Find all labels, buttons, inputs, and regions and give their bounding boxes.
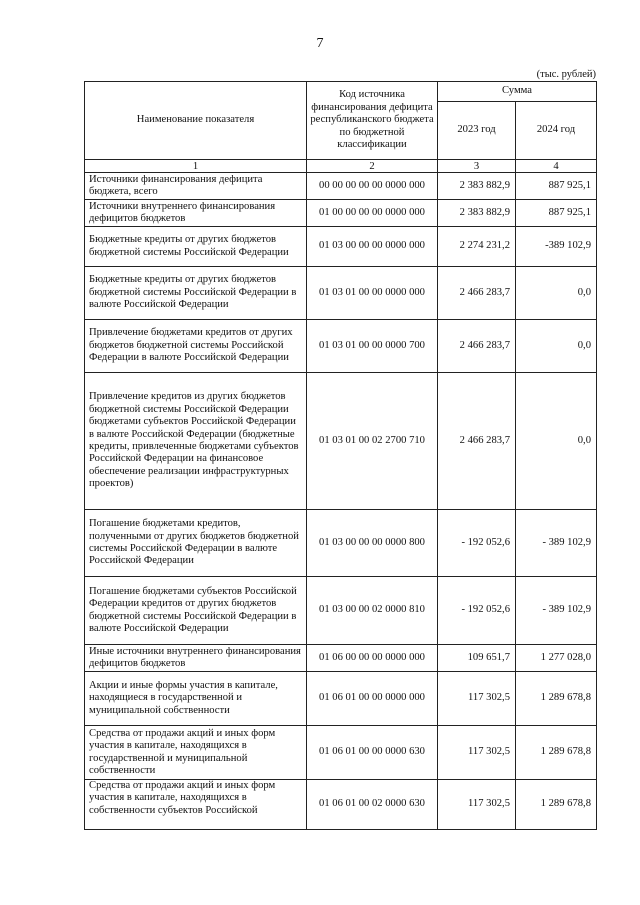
sum-2024: 0,0 (516, 320, 597, 373)
indicator-name: Погашение бюджетами субъектов Российской Федерации кредитов от других бюджетов бюджетной системы Российской Федерации в валюте Российской Федерации (85, 577, 307, 645)
indicator-name: Источники финансирования дефицита бюджета, всего (85, 173, 307, 200)
sum-2024: -389 102,9 (516, 227, 597, 267)
indicator-name: Акции и иные формы участия в капитале, находящиеся в государственной и муниципальной собственности (85, 672, 307, 726)
sum-2024: 1 289 678,8 (516, 726, 597, 780)
sum-2023: - 192 052,6 (438, 577, 516, 645)
table-row (85, 173, 597, 200)
header-year-2024: 2024 год (516, 102, 597, 160)
indicator-name: Иные источники внутреннего финансирования дефицитов бюджетов (85, 645, 307, 672)
sum-2023: - 192 052,6 (438, 510, 516, 577)
indicator-name: Погашение бюджетами кредитов, полученными от других бюджетов бюджетной системы Российской Федерации в валюте Российской Федерации (85, 510, 307, 577)
column-number: 1 (85, 160, 307, 173)
header-source-code: Код источника финансирования дефицита республиканского бюджета по бюджетной классификации (307, 82, 438, 160)
source-code: 01 00 00 00 00 0000 000 (307, 200, 438, 227)
sum-2023: 109 651,7 (438, 645, 516, 672)
column-number: 2 (307, 160, 438, 173)
sum-2023: 117 302,5 (438, 726, 516, 780)
header-sum: Сумма (438, 82, 597, 102)
sum-2023: 2 466 283,7 (438, 320, 516, 373)
source-code: 01 03 01 00 00 0000 000 (307, 267, 438, 320)
sum-2024: 0,0 (516, 373, 597, 510)
table-row (85, 510, 597, 577)
header-row-top (85, 82, 597, 102)
page-number: 7 (316, 36, 324, 51)
table-row (85, 373, 597, 510)
indicator-name: Средства от продажи акций и иных форм участия в капитале, находящихся в государственной и муниципальной собственности (85, 726, 307, 780)
source-code: 01 03 01 00 00 0000 700 (307, 320, 438, 373)
source-code: 01 03 00 00 00 0000 000 (307, 227, 438, 267)
sum-2023: 2 383 882,9 (438, 200, 516, 227)
table-row (85, 780, 597, 830)
source-code: 00 00 00 00 00 0000 000 (307, 173, 438, 200)
sum-2023: 2 274 231,2 (438, 227, 516, 267)
source-code: 01 03 01 00 02 2700 710 (307, 373, 438, 510)
sum-2023: 2 466 283,7 (438, 267, 516, 320)
budget-sources-table (84, 81, 597, 830)
column-number: 3 (438, 160, 516, 173)
sum-2024: 887 925,1 (516, 173, 597, 200)
table-row (85, 672, 597, 726)
table-row (85, 645, 597, 672)
table-row (85, 200, 597, 227)
source-code: 01 03 00 00 02 0000 810 (307, 577, 438, 645)
sum-2023: 117 302,5 (438, 672, 516, 726)
source-code: 01 06 00 00 00 0000 000 (307, 645, 438, 672)
sum-2024: - 389 102,9 (516, 510, 597, 577)
indicator-name: Привлечение кредитов из других бюджетов бюджетной системы Российской Федерации бюджетами субъектов Российской Федерации в валюте Российской Федерации (бюджетные кредиты, привлеченные бюджетами субъектов Российской Федерации на финансовое обеспечение реализации инфраструктурных проектов) (85, 373, 307, 510)
sum-2023: 117 302,5 (438, 780, 516, 830)
sum-2024: 1 277 028,0 (516, 645, 597, 672)
indicator-name: Средства от продажи акций и иных форм участия в капитале, находящихся в собственности субъектов Российской (85, 780, 307, 830)
table-row (85, 227, 597, 267)
sum-2023: 2 383 882,9 (438, 173, 516, 200)
header-indicator-name: Наименование показателя (85, 82, 307, 160)
sum-2024: 1 289 678,8 (516, 672, 597, 726)
units-label: (тыс. рублей) (536, 69, 596, 80)
table-row (85, 577, 597, 645)
table-row (85, 267, 597, 320)
sum-2024: - 389 102,9 (516, 577, 597, 645)
source-code: 01 06 01 00 00 0000 000 (307, 672, 438, 726)
column-number-row (85, 160, 597, 173)
indicator-name: Бюджетные кредиты от других бюджетов бюджетной системы Российской Федерации (85, 227, 307, 267)
indicator-name: Источники внутреннего финансирования дефицитов бюджетов (85, 200, 307, 227)
column-number: 4 (516, 160, 597, 173)
table-row (85, 320, 597, 373)
table-row (85, 726, 597, 780)
indicator-name: Бюджетные кредиты от других бюджетов бюджетной системы Российской Федерации в валюте Российской Федерации (85, 267, 307, 320)
source-code: 01 06 01 00 02 0000 630 (307, 780, 438, 830)
sum-2024: 0,0 (516, 267, 597, 320)
indicator-name: Привлечение бюджетами кредитов от других бюджетов бюджетной системы Российской Федерации в валюте Российской Федерации (85, 320, 307, 373)
sum-2024: 887 925,1 (516, 200, 597, 227)
sum-2024: 1 289 678,8 (516, 780, 597, 830)
source-code: 01 03 00 00 00 0000 800 (307, 510, 438, 577)
source-code: 01 06 01 00 00 0000 630 (307, 726, 438, 780)
sum-2023: 2 466 283,7 (438, 373, 516, 510)
header-year-2023: 2023 год (438, 102, 516, 160)
